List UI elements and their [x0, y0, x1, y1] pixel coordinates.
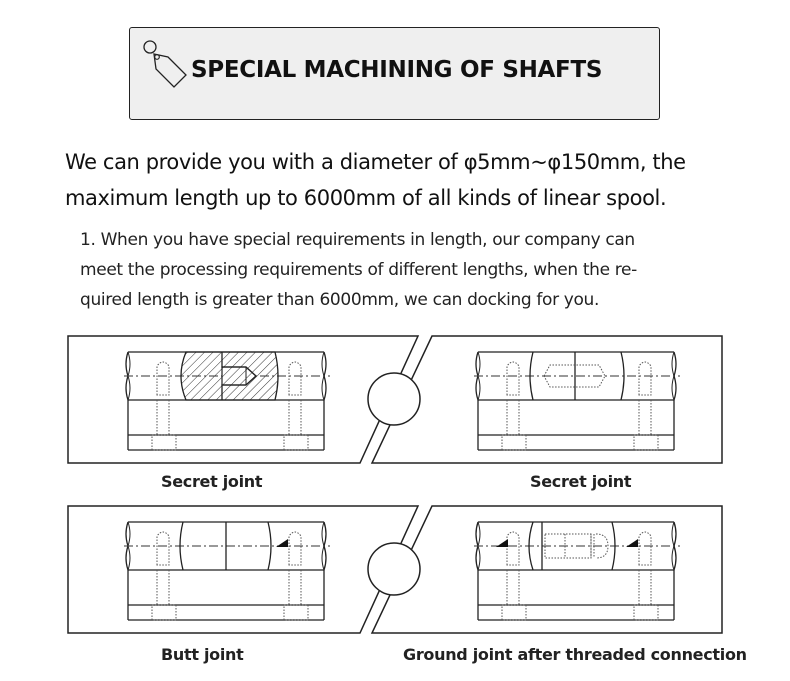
butt-joint-diagram	[124, 522, 330, 620]
note-line: quired length is greater than 6000mm, we can docking for you.	[80, 290, 600, 310]
caption-secret-joint-1: Secret joint	[161, 472, 263, 491]
caption-secret-joint-2: Secret joint	[530, 472, 632, 491]
secret-joint-pin-diagram	[474, 352, 680, 450]
note-line: 1. When you have special requirements in length, our company can	[80, 230, 635, 250]
ground-joint-diagram	[474, 522, 680, 620]
caption-butt-joint: Butt joint	[161, 645, 244, 664]
intro-line: We can provide you with a diameter of φ5mm~φ150mm, the	[65, 150, 686, 174]
caption-ground-joint: Ground joint after threaded connection	[403, 645, 747, 664]
page-title: SPECIAL MACHINING OF SHAFTS	[191, 57, 603, 83]
intro-line: maximum length up to 6000mm of all kinds of linear spool.	[65, 186, 667, 210]
note-line: meet the processing requirements of different lengths, when the re-	[80, 260, 637, 280]
secret-joint-threaded-diagram	[124, 352, 330, 450]
